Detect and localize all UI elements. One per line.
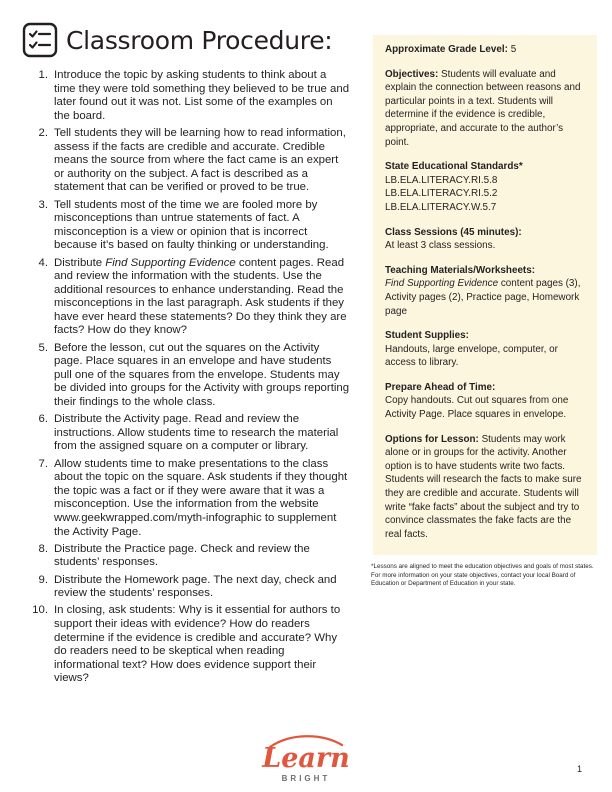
step-text: Distribute the Homework page. The next day, check and review the students’ responses. [54, 573, 337, 600]
step-text: Tell students they will be learning how to read information, assess if the facts are credible and accurate. Credible means the source from where the fact came is an expert or authority on the subject. A fact is described as a statement that can be verified or proved to be true. [54, 126, 346, 194]
grade-level-value: 5 [510, 44, 517, 55]
procedure-step [26, 574, 350, 601]
supplies-label: Student Supplies: [385, 330, 469, 342]
procedure-step [26, 413, 350, 454]
page-number: 1 [577, 764, 583, 774]
standard-item: LB.ELA.LITERACY.RI.5.2 [385, 188, 498, 200]
step-text-rest: content pages. Read and review the information with the students. Use the additional resources to enhance understanding. Read the misconceptions in the last paragraph. Ask students if they have ever heard these statements? Do they think they are facts? How do they know? [54, 256, 347, 337]
procedure-step [26, 257, 350, 339]
sessions-label: Class Sessions (45 minutes): [385, 226, 522, 238]
page-title: Classroom Procedure: [66, 25, 333, 55]
step-number: 8. [38, 542, 48, 555]
step-text: Tell students most of the time we are fooled more by misconceptions than untrue statements of fact. A misconception is a view or opinion that is incorrect because it’s based on faulty thinking or understanding. [54, 198, 329, 252]
step-number: 2. [38, 126, 48, 139]
procedure-step [26, 199, 350, 253]
procedure-step [26, 127, 350, 195]
checklist-icon [22, 22, 58, 58]
page-header [22, 22, 332, 58]
step-number: 3. [38, 198, 48, 211]
step-number: 1. [38, 69, 48, 81]
prepare-ahead [385, 381, 585, 422]
materials-emphasis: Find Supporting Evidence [385, 278, 499, 290]
lesson-info-sidebar [373, 35, 597, 555]
procedure-step [26, 458, 350, 540]
logo-subword: BRIGHT [281, 774, 331, 783]
step-number: 7. [38, 457, 48, 470]
logo-word: Learn [262, 743, 350, 774]
standard-item: LB.ELA.LITERACY.RI.5.8 [385, 174, 498, 186]
sessions-text: At least 3 class sessions. [385, 240, 496, 252]
step-text: Distribute the Practice page. Check and review the students’ responses. [54, 542, 310, 569]
step-number: 10. [32, 604, 48, 617]
student-supplies [385, 329, 585, 370]
grade-level [385, 43, 585, 57]
procedure-step [26, 342, 350, 410]
state-standards [385, 160, 585, 214]
step-number: 9. [38, 573, 48, 586]
step-text-emphasis: Find Supporting Evidence [105, 256, 236, 269]
procedure-step [26, 604, 350, 686]
lesson-options [385, 433, 585, 542]
learn-bright-logo [256, 727, 356, 785]
step-text-lead: Distribute [54, 256, 106, 269]
step-number: 5. [38, 341, 48, 354]
step-text [54, 257, 350, 339]
standards-footnote: *Lessons are aligned to meet the education objectives and goals of most states. For more information on your state objectives, contact your local Board of Education or Department of Education in your state. [371, 563, 594, 588]
teaching-materials [385, 264, 585, 318]
step-text: In closing, ask students: Why is it essential for authors to support their ideas with evidence? How do readers determine if the evidence is credible and accurate? Why do readers need to be skeptical when reading informational text? How does evidence support their views? [54, 604, 341, 685]
materials-text: content pages (3), Activity pages (2), Practice page, Homework page [385, 278, 581, 317]
prepare-text: Copy handouts. Cut out squares from one Activity Page. Place squares in envelope. [385, 395, 569, 421]
objectives-text: Students will evaluate and explain the connection between reasons and particular points in a text. Students will determine if the evidence is credible, appropriate, and accurate to the author’s point. [385, 68, 581, 148]
step-text: Distribute the Activity page. Read and review the instructions. Allow students time to research the material from the assigned square on a computer or library. [54, 413, 339, 453]
procedure-list [26, 69, 350, 689]
objectives [385, 68, 585, 150]
step-text: Allow students time to make presentations to the class about the topic on the square. Ask students if they thought the topic was a fact or if they were aware that it was a misconception. Use the information from the website www.geekwrapped.com/myth-infographic to supplement the Activity Page. [54, 457, 348, 538]
procedure-step [26, 543, 350, 570]
materials-label: Teaching Materials/Worksheets: [385, 264, 535, 276]
options-text: Students may work alone or in groups for the activity. Another option is to have students write two facts. Students will research the facts to make sure they are credible and accurate. Students will write “fake facts” about the subject and try to convince classmates the fake facts are the real facts. [385, 433, 582, 540]
step-number: 6. [38, 413, 48, 426]
standards-label: State Educational Standards* [385, 161, 523, 173]
grade-level-label: Approximate Grade Level: [385, 44, 508, 55]
step-text: Introduce the topic by asking students to think about a time they were told something they believed to be true and later found out it was not. List some of the examples on the board. [54, 69, 350, 122]
objectives-label: Objectives: [385, 68, 439, 80]
class-sessions [385, 226, 585, 253]
standard-item: LB.ELA.LITERACY.W.5.7 [385, 201, 497, 213]
step-text: Before the lesson, cut out the squares on the Activity page. Place squares in an envelope and have students pull one of the squares from the envelope. Students may be divided into groups for the Activity with groups reporting their findings to the whole class. [54, 341, 350, 409]
prepare-label: Prepare Ahead of Time: [385, 381, 496, 393]
supplies-text: Handouts, large envelope, computer, or access to library. [385, 343, 558, 369]
options-label: Options for Lesson: [385, 433, 479, 445]
procedure-step [26, 69, 350, 123]
step-number: 4. [38, 256, 48, 269]
